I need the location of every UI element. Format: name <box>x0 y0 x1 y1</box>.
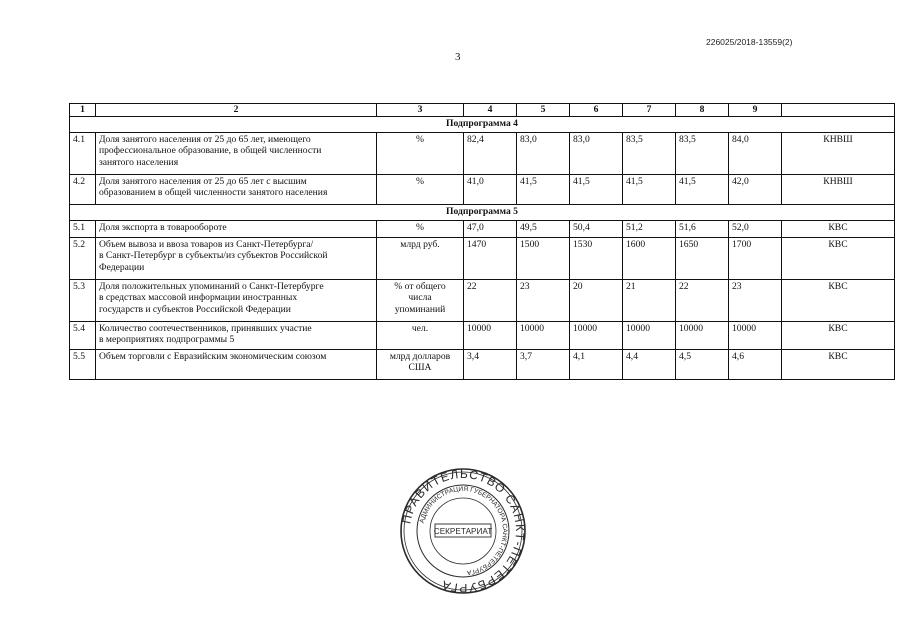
indicator-name-line: занятого населения <box>99 156 179 168</box>
seal-center-text: СЕКРЕТАРИАТ <box>433 527 493 536</box>
value-cell: 10000 <box>729 321 782 349</box>
unit <box>377 174 464 204</box>
indicator-name-line: Доля занятого населения от 25 до 65 лет с высшим <box>99 175 307 187</box>
responsible-body: КВС <box>782 220 895 237</box>
value-cell: 50,4 <box>570 220 623 237</box>
indicator-name-line: Объем торговли с Евразийским экономическим союзом <box>99 350 327 362</box>
value-cell: 82,4 <box>464 132 517 174</box>
responsible-body: КВС <box>782 279 895 321</box>
unit-line: % <box>416 133 424 145</box>
section-row-subprogram-5 <box>70 204 895 220</box>
responsible-body: КВС <box>782 321 895 349</box>
value-cell: 3,7 <box>517 349 570 379</box>
value-cell: 4,5 <box>676 349 729 379</box>
indicator-name <box>96 279 377 321</box>
header-cell: 4 <box>464 104 517 117</box>
row-number: 5.3 <box>70 279 96 321</box>
indicator-name-line: Доля занятого населения от 25 до 65 лет, имеющего <box>99 133 311 145</box>
responsible-body: КВС <box>782 349 895 379</box>
header-cell <box>782 104 895 117</box>
unit-line: США <box>408 362 432 373</box>
value-cell: 21 <box>623 279 676 321</box>
value-cell: 23 <box>517 279 570 321</box>
unit-line: млрд руб. <box>400 238 440 250</box>
header-cell: 2 <box>96 104 377 117</box>
responsible-body: КНВШ <box>782 174 895 204</box>
value-cell: 42,0 <box>729 174 782 204</box>
unit-line: млрд долларов <box>389 350 451 362</box>
row-number: 5.5 <box>70 349 96 379</box>
value-cell: 84,0 <box>729 132 782 174</box>
value-cell: 22 <box>676 279 729 321</box>
unit-line: числа <box>408 292 432 303</box>
value-cell: 41,5 <box>517 174 570 204</box>
indicator-name <box>96 321 377 349</box>
value-cell: 41,0 <box>464 174 517 204</box>
value-cell: 10000 <box>570 321 623 349</box>
header-cell: 8 <box>676 104 729 117</box>
value-cell: 52,0 <box>729 220 782 237</box>
value-cell: 10000 <box>676 321 729 349</box>
value-cell: 4,6 <box>729 349 782 379</box>
section-title: Подпрограмма 4 <box>70 116 895 132</box>
unit <box>377 321 464 349</box>
indicator-name <box>96 174 377 204</box>
indicator-name <box>96 237 377 279</box>
indicator-name-line: государств и субъектов Российской Федерации <box>99 303 291 315</box>
unit <box>377 132 464 174</box>
value-cell: 83,5 <box>623 132 676 174</box>
value-cell: 10000 <box>623 321 676 349</box>
value-cell: 4,4 <box>623 349 676 379</box>
value-cell: 83,0 <box>570 132 623 174</box>
seal-inner-text: АДМИНИСТРАЦИЯ ГУБЕРНАТОРА САНКТ-ПЕТЕРБУРГА <box>418 485 509 576</box>
table-row <box>70 174 895 204</box>
seal-outer-text: ПРАВИТЕЛЬСТВО САНКТ-ПЕТЕРБУРГА <box>399 466 528 596</box>
indicator-name <box>96 132 377 174</box>
value-cell: 83,5 <box>676 132 729 174</box>
row-number: 4.2 <box>70 174 96 204</box>
secretariat-seal-stamp <box>398 466 528 596</box>
row-number: 4.1 <box>70 132 96 174</box>
indicator-name-line: в Санкт-Петербург в субъекты/из субъектов Российской <box>99 250 328 261</box>
indicator-name <box>96 220 377 237</box>
value-cell: 1500 <box>517 237 570 279</box>
value-cell: 3,4 <box>464 349 517 379</box>
indicator-name-line: Объем вывоза и ввоза товаров из Санкт-Петербурга/ <box>99 238 314 250</box>
unit <box>377 349 464 379</box>
value-cell: 51,6 <box>676 220 729 237</box>
value-cell: 41,5 <box>623 174 676 204</box>
indicator-name-line: в средствах массовой информации иностранных <box>99 292 298 303</box>
header-row <box>70 104 895 117</box>
indicator-name-line: Количество соотечественников, принявших участие <box>99 322 312 334</box>
header-cell: 7 <box>623 104 676 117</box>
unit-line: % <box>416 175 424 187</box>
unit <box>377 279 464 321</box>
unit <box>377 220 464 237</box>
section-title: Подпрограмма 5 <box>70 204 895 220</box>
value-cell: 10000 <box>517 321 570 349</box>
document-id: 226025/2018-13559(2) <box>706 37 793 47</box>
table-body <box>70 104 895 380</box>
unit-line: % от общего <box>394 280 446 292</box>
value-cell: 1650 <box>676 237 729 279</box>
value-cell: 1470 <box>464 237 517 279</box>
value-cell: 23 <box>729 279 782 321</box>
header-cell: 5 <box>517 104 570 117</box>
indicators-table <box>69 103 895 380</box>
header-cell: 6 <box>570 104 623 117</box>
value-cell: 1700 <box>729 237 782 279</box>
indicator-name-line: Доля положительных упоминаний о Санкт-Петербурге <box>99 280 324 292</box>
value-cell: 49,5 <box>517 220 570 237</box>
indicator-name-line: Доля экспорта в товарообороте <box>99 221 227 233</box>
indicator-name-line: профессиональное образование, в общей численности <box>99 145 322 156</box>
value-cell: 1600 <box>623 237 676 279</box>
table-row <box>70 349 895 379</box>
header-cell: 1 <box>70 104 96 117</box>
header-cell: 3 <box>377 104 464 117</box>
value-cell: 4,1 <box>570 349 623 379</box>
value-cell: 22 <box>464 279 517 321</box>
unit-line: упоминаний <box>394 303 446 315</box>
value-cell: 41,5 <box>570 174 623 204</box>
table-row <box>70 279 895 321</box>
indicator-name-line: в мероприятиях подпрограммы 5 <box>99 334 235 345</box>
value-cell: 20 <box>570 279 623 321</box>
responsible-body: КНВШ <box>782 132 895 174</box>
indicator-name-line: образованием в общей численности занятого населения <box>99 187 328 198</box>
value-cell: 10000 <box>464 321 517 349</box>
table-row <box>70 220 895 237</box>
section-row-subprogram-4 <box>70 116 895 132</box>
unit <box>377 237 464 279</box>
value-cell: 1530 <box>570 237 623 279</box>
table-row <box>70 132 895 174</box>
row-number: 5.4 <box>70 321 96 349</box>
table-row <box>70 237 895 279</box>
unit-line: % <box>416 221 424 233</box>
responsible-body: КВС <box>782 237 895 279</box>
value-cell: 47,0 <box>464 220 517 237</box>
header-cell: 9 <box>729 104 782 117</box>
unit-line: чел. <box>411 322 429 334</box>
row-number: 5.1 <box>70 220 96 237</box>
indicator-name <box>96 349 377 379</box>
value-cell: 83,0 <box>517 132 570 174</box>
table-row <box>70 321 895 349</box>
row-number: 5.2 <box>70 237 96 279</box>
value-cell: 51,2 <box>623 220 676 237</box>
indicator-name-line: Федерации <box>99 261 145 273</box>
page-number: 3 <box>455 51 461 63</box>
value-cell: 41,5 <box>676 174 729 204</box>
